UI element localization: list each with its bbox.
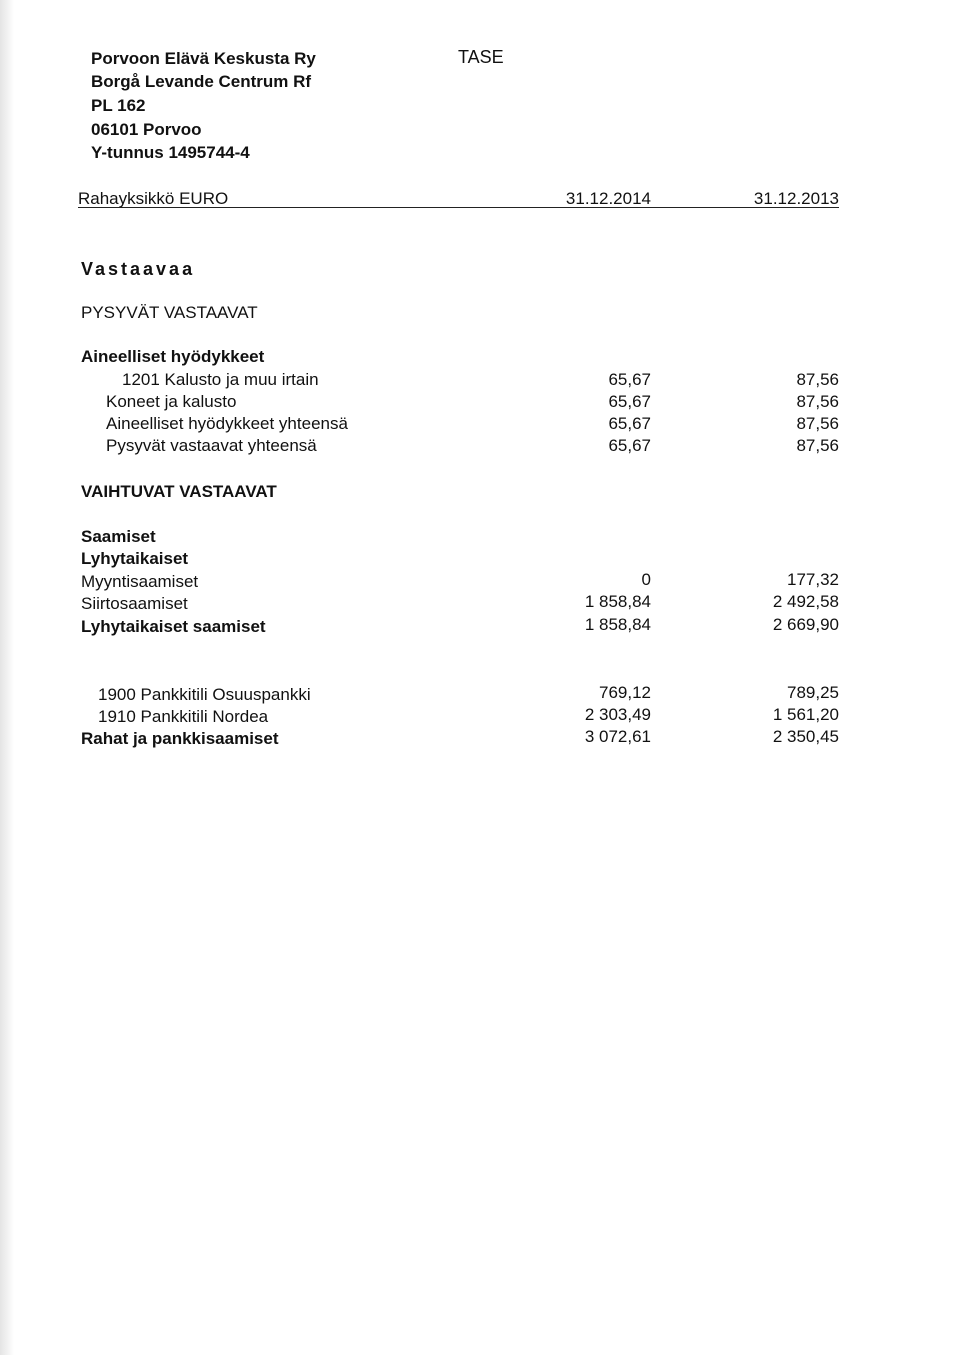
current-assets-heading: VAIHTUVAT VASTAAVAT bbox=[81, 482, 277, 501]
section-title: Vastaavaa bbox=[81, 259, 196, 279]
fixed-row-label: Koneet ja kalusto bbox=[106, 392, 237, 411]
current-row-value-2014: 1 858,84 bbox=[584, 592, 651, 611]
fixed-row-value-2014: 65,67 bbox=[608, 436, 651, 455]
cash-row-label: 1910 Pankkitili Nordea bbox=[98, 707, 269, 726]
cash-row-label: 1900 Pankkitili Osuuspankki bbox=[98, 685, 311, 704]
current-row-value-2014: 1 858,84 bbox=[584, 615, 651, 634]
fixed-row-label: 1201 Kalusto ja muu irtain bbox=[122, 370, 319, 389]
short-term-heading: Lyhytaikaiset bbox=[81, 549, 189, 568]
scan-edge-shadow bbox=[0, 0, 14, 1355]
column-header-2014: 31.12.2014 bbox=[565, 189, 651, 208]
fixed-row-value-2014: 65,67 bbox=[608, 370, 651, 389]
header-rule bbox=[78, 207, 839, 208]
company-po-box: PL 162 bbox=[91, 96, 146, 115]
company-business-id: Y-tunnus 1495744-4 bbox=[91, 143, 250, 162]
cash-row-value-2014: 2 303,49 bbox=[584, 705, 651, 724]
fixed-row-value-2013: 87,56 bbox=[796, 392, 839, 411]
cash-row-value-2013: 789,25 bbox=[787, 683, 839, 702]
cash-row-value-2014: 3 072,61 bbox=[584, 727, 651, 746]
current-row-label: Lyhytaikaiset saamiset bbox=[81, 617, 266, 636]
column-header-2013: 31.12.2013 bbox=[753, 189, 839, 208]
current-row-label: Siirtosaamiset bbox=[81, 594, 188, 613]
fixed-assets-heading: PYSYVÄT VASTAAVAT bbox=[81, 303, 258, 322]
currency-label: Rahayksikkö EURO bbox=[78, 189, 229, 208]
current-row-value-2013: 2 492,58 bbox=[772, 592, 839, 611]
company-name-sv: Borgå Levande Centrum Rf bbox=[91, 72, 312, 91]
fixed-row-value-2014: 65,67 bbox=[608, 392, 651, 411]
current-row-label: Myyntisaamiset bbox=[81, 572, 199, 591]
cash-row-label: Rahat ja pankkisaamiset bbox=[81, 729, 279, 748]
current-row-value-2013: 2 669,90 bbox=[772, 615, 839, 634]
tangible-assets-subheading: Aineelliset hyödykkeet bbox=[81, 347, 265, 366]
document-title: TASE bbox=[458, 47, 504, 67]
fixed-row-value-2013: 87,56 bbox=[796, 436, 839, 455]
fixed-row-label: Pysyvät vastaavat yhteensä bbox=[106, 436, 317, 455]
current-row-value-2013: 177,32 bbox=[787, 570, 839, 589]
fixed-row-value-2013: 87,56 bbox=[796, 370, 839, 389]
company-postal: 06101 Porvoo bbox=[91, 120, 202, 139]
cash-row-value-2013: 2 350,45 bbox=[772, 727, 839, 746]
company-name-fi: Porvoon Elävä Keskusta Ry bbox=[91, 49, 316, 68]
receivables-heading: Saamiset bbox=[81, 527, 156, 546]
cash-row-value-2013: 1 561,20 bbox=[772, 705, 839, 724]
fixed-row-label: Aineelliset hyödykkeet yhteensä bbox=[106, 414, 348, 433]
cash-row-value-2014: 769,12 bbox=[599, 683, 651, 702]
fixed-row-value-2014: 65,67 bbox=[608, 414, 651, 433]
fixed-row-value-2013: 87,56 bbox=[796, 414, 839, 433]
current-row-value-2014: 0 bbox=[641, 570, 651, 589]
